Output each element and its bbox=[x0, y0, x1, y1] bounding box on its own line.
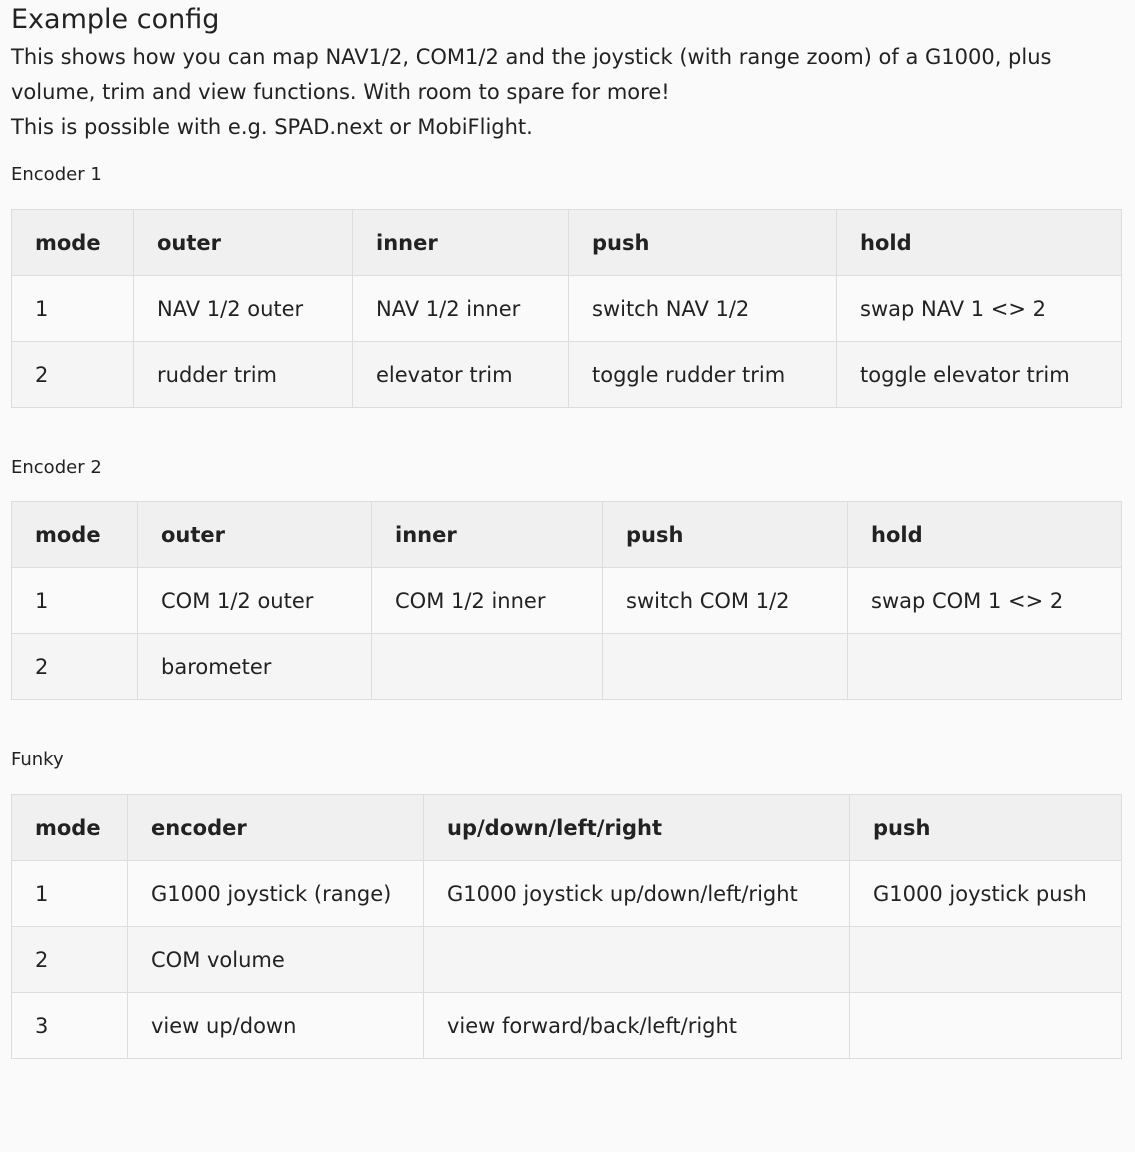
table-cell: swap COM 1 <> 2 bbox=[848, 568, 1122, 634]
column-header: hold bbox=[848, 502, 1122, 568]
encoder1-caption: Encoder 1 bbox=[11, 164, 102, 185]
table-cell: view forward/back/left/right bbox=[424, 993, 850, 1059]
table-cell: COM 1/2 inner bbox=[372, 568, 603, 634]
table-cell: barometer bbox=[138, 634, 372, 700]
table-row bbox=[12, 342, 1122, 408]
table-cell: 2 bbox=[12, 927, 128, 993]
encoder2-table bbox=[11, 501, 1122, 700]
table-cell: 2 bbox=[12, 634, 138, 700]
table-cell: toggle rudder trim bbox=[569, 342, 837, 408]
table-cell: G1000 joystick up/down/left/right bbox=[424, 861, 850, 927]
page-title: Example config bbox=[11, 4, 220, 35]
table-cell: rudder trim bbox=[134, 342, 353, 408]
article bbox=[11, 0, 1121, 1059]
table-cell bbox=[850, 993, 1122, 1059]
table-cell: COM 1/2 outer bbox=[138, 568, 372, 634]
column-header: push bbox=[850, 795, 1122, 861]
note-paragraph: This is possible with e.g. SPAD.next or MobiFlight. bbox=[11, 115, 533, 139]
column-header: outer bbox=[134, 210, 353, 276]
column-header: mode bbox=[12, 795, 128, 861]
funky-caption: Funky bbox=[11, 749, 64, 770]
table-cell bbox=[603, 634, 848, 700]
table-cell: 1 bbox=[12, 568, 138, 634]
table-cell: G1000 joystick push bbox=[850, 861, 1122, 927]
table-cell: view up/down bbox=[128, 993, 424, 1059]
table-cell: switch COM 1/2 bbox=[603, 568, 848, 634]
table-header-row bbox=[12, 502, 1122, 568]
table-cell: G1000 joystick (range) bbox=[128, 861, 424, 927]
column-header: mode bbox=[12, 210, 134, 276]
table-row bbox=[12, 276, 1122, 342]
table-cell: toggle elevator trim bbox=[837, 342, 1122, 408]
table-cell bbox=[850, 927, 1122, 993]
column-header: push bbox=[603, 502, 848, 568]
table-row bbox=[12, 861, 1122, 927]
table-cell bbox=[424, 927, 850, 993]
table-row bbox=[12, 993, 1122, 1059]
table-header-row bbox=[12, 210, 1122, 276]
table-cell: 3 bbox=[12, 993, 128, 1059]
table-header-row bbox=[12, 795, 1122, 861]
column-header: hold bbox=[837, 210, 1122, 276]
column-header: encoder bbox=[128, 795, 424, 861]
table-cell: COM volume bbox=[128, 927, 424, 993]
column-header: inner bbox=[353, 210, 569, 276]
column-header: up/down/left/right bbox=[424, 795, 850, 861]
column-header: mode bbox=[12, 502, 138, 568]
funky-table bbox=[11, 794, 1122, 1059]
encoder2-caption: Encoder 2 bbox=[11, 457, 102, 478]
intro-paragraph: This shows how you can map NAV1/2, COM1/2 and the joystick (with range zoom) of a G1000, plus volume, trim and view functions. With room to spare for more! bbox=[11, 45, 1052, 104]
column-header: outer bbox=[138, 502, 372, 568]
table-row bbox=[12, 927, 1122, 993]
table-cell: NAV 1/2 inner bbox=[353, 276, 569, 342]
table-row bbox=[12, 634, 1122, 700]
column-header: push bbox=[569, 210, 837, 276]
table-cell bbox=[372, 634, 603, 700]
table-cell: 1 bbox=[12, 276, 134, 342]
table-cell: NAV 1/2 outer bbox=[134, 276, 353, 342]
table-cell: switch NAV 1/2 bbox=[569, 276, 837, 342]
table-row bbox=[12, 568, 1122, 634]
encoder1-table bbox=[11, 209, 1122, 408]
table-cell: elevator trim bbox=[353, 342, 569, 408]
table-cell bbox=[848, 634, 1122, 700]
table-cell: 1 bbox=[12, 861, 128, 927]
table-cell: 2 bbox=[12, 342, 134, 408]
column-header: inner bbox=[372, 502, 603, 568]
table-cell: swap NAV 1 <> 2 bbox=[837, 276, 1122, 342]
